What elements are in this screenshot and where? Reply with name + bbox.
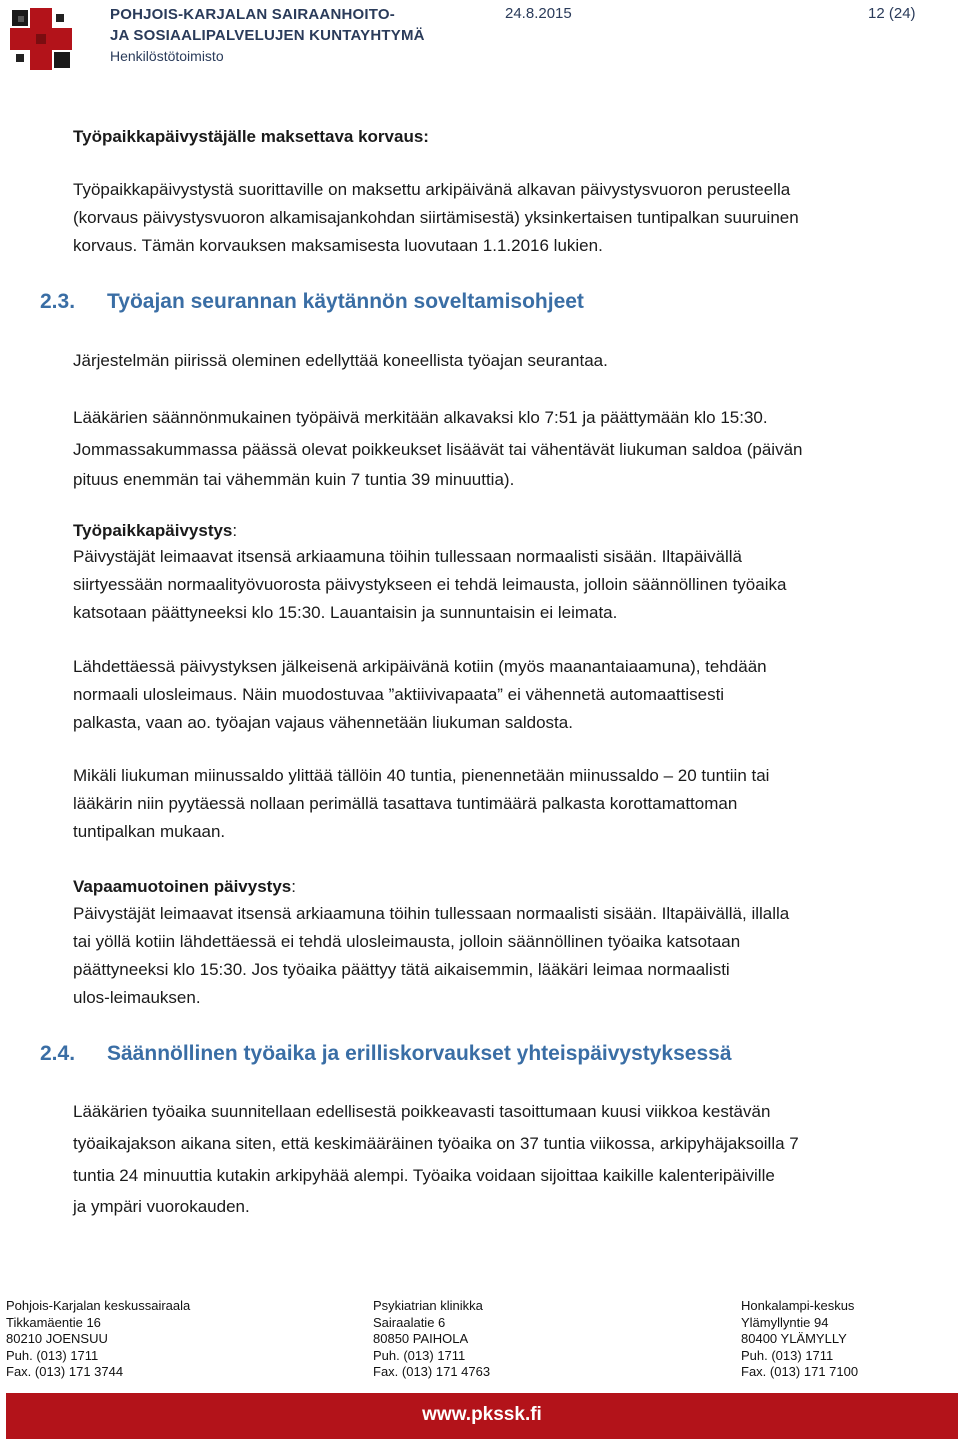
red-cross-logo-icon	[8, 6, 74, 72]
paragraph-line: tuntipalkan mukaan.	[73, 822, 226, 841]
website-link[interactable]: www.pkssk.fi	[422, 1404, 542, 1425]
paragraph-line: Lääkärien säännönmukainen työpäivä merkitään alkavaksi klo 7:51 ja päättymään klo 15:30.	[73, 408, 768, 427]
compensation-line: korvaus. Tämän korvauksen maksamisesta luovutaan 1.1.2016 lukien.	[73, 236, 603, 255]
footer-postal: 80400 YLÄMYLLY	[741, 1331, 847, 1347]
compensation-line: (korvaus päivystysvuoron alkamisajankohdan siirtämisestä) yksinkertaisen tuntipalkan suuruinen	[73, 208, 799, 227]
footer-org-name: Honkalampi-keskus	[741, 1298, 855, 1313]
subheading-colon: :	[291, 877, 296, 896]
footer-address-column	[373, 1298, 490, 1381]
paragraph-line: lääkärin niin pyytäessä nollaan perimällä tasattava tuntimäärä palkasta korottamattoman	[73, 794, 738, 813]
paragraph-line: ulos-leimauksen.	[73, 988, 201, 1007]
section-title: Säännöllinen työaika ja erilliskorvaukset yhteispäivystyksessä	[107, 1042, 732, 1065]
paragraph-line: Lääkärien työaika suunnitellaan edellisestä poikkeavasti tasoittumaan kuusi viikkoa kestävän	[73, 1102, 771, 1121]
paragraph-line: päättyneeksi klo 15:30. Jos työaika päättyy tätä aikaisemmin, lääkäri leimaa normaalisti	[73, 960, 730, 979]
footer-address-column	[741, 1298, 858, 1381]
subheading-free-oncall	[73, 873, 296, 901]
paragraph-line: normaali ulosleimaus. Näin muodostuvaa ”aktiivivapaata” ei vähennetä automaattisesti	[73, 685, 725, 704]
footer-fax: Fax. (013) 171 4763	[373, 1364, 491, 1380]
footer-postal: 80850 PAIHOLA	[373, 1331, 469, 1347]
paragraph-line: Mikäli liukuman miinussaldo ylittää tällöin 40 tuntia, pienennetään miinussaldo – 20 tuntiin tai	[73, 766, 770, 785]
footer-website-bar	[6, 1393, 958, 1439]
paragraph-line: katsotaan päättyneeksi klo 15:30. Lauantaisin ja sunnuntaisin ei leimata.	[73, 603, 618, 622]
section-heading-2-3	[40, 290, 584, 314]
footer-street: Tikkamäentie 16	[6, 1314, 101, 1330]
paragraph-line: ja ympäri vuorokauden.	[73, 1197, 250, 1216]
subheading-label: Vapaamuotoinen päivystys	[73, 877, 292, 896]
paragraph-line: Päivystäjät leimaavat itsensä arkiaamuna töihin tullessaan normaalisti sisään. Iltapäivällä, illalla	[73, 904, 790, 923]
paragraph-line: Päivystäjät leimaavat itsensä arkiaamuna töihin tullessaan normaalisti sisään. Iltapäivällä	[73, 547, 743, 566]
paragraph-line: tai yöllä kotiin lähdettäessä ei tehdä ulosleimausta, jolloin säännöllinen työaika katsotaan	[73, 932, 741, 951]
compensation-line: Työpaikkapäivystystä suorittaville on maksettu arkipäivänä alkavan päivystysvuoron perusteella	[73, 180, 791, 199]
footer-phone: Puh. (013) 1711	[373, 1347, 466, 1363]
paragraph-line: pituus enemmän tai vähemmän kuin 7 tuntia 39 minuuttia).	[73, 470, 515, 489]
footer-org-name: Psykiatrian klinikka	[373, 1298, 483, 1313]
section-heading-2-4	[40, 1042, 732, 1066]
paragraph-line: siirtyessään normaalityövuorosta päivystykseen ei tehdä leimausta, jolloin säännöllinen työaika	[73, 575, 787, 594]
paragraph-line: Lähdettäessä päivystyksen jälkeisenä arkipäivänä kotiin (myös maanantaiaamuna), tehdään	[73, 657, 767, 676]
subheading-colon: :	[232, 521, 238, 540]
org-name-line1: POHJOIS-KARJALAN SAIRAANHOITO-	[110, 6, 395, 23]
section-number: 2.4.	[40, 1042, 76, 1065]
paragraph-line: Järjestelmän piirissä oleminen edellyttää koneellista työajan seurantaa.	[73, 351, 608, 370]
footer-postal: 80210 JOENSUU	[6, 1331, 108, 1347]
section-title: Työajan seurannan käytännön soveltamisohjeet	[107, 290, 584, 313]
footer-fax: Fax. (013) 171 3744	[6, 1364, 124, 1380]
footer-phone: Puh. (013) 1711	[741, 1347, 834, 1363]
footer-street: Ylämyllyntie 94	[741, 1314, 829, 1330]
paragraph-line: Jommassakummassa päässä olevat poikkeukset lisäävät tai vähentävät liukuman saldoa (päivän	[73, 440, 803, 459]
footer-address-column	[6, 1298, 190, 1381]
subheading-label: Työpaikkapäivystys	[73, 521, 233, 540]
page-number: 12 (24)	[868, 5, 916, 22]
org-department: Henkilöstötoimisto	[110, 48, 224, 64]
paragraph-line: tuntia 24 minuuttia kutakin arkipyhää alempi. Työaika voidaan sijoittaa kaikille kalenteripäiville	[73, 1166, 775, 1185]
org-name-line2: JA SOSIAALIPALVELUJEN KUNTAYHTYMÄ	[110, 27, 425, 44]
subheading-workplace-oncall	[73, 517, 237, 545]
compensation-title: Työpaikkapäivystäjälle maksettava korvaus:	[73, 127, 429, 146]
footer-fax: Fax. (013) 171 7100	[741, 1364, 859, 1380]
paragraph-line: työaikajakson aikana siten, että keskimääräinen työaika on 37 tuntia viikossa, arkipyhäjaksoilla 7	[73, 1134, 799, 1153]
footer-street: Sairaalatie 6	[373, 1314, 446, 1330]
footer-phone: Puh. (013) 1711	[6, 1347, 99, 1363]
footer-org-name: Pohjois-Karjalan keskussairaala	[6, 1298, 191, 1313]
document-date: 24.8.2015	[505, 5, 572, 22]
paragraph-line: palkasta, vaan ao. työajan vajaus vähennetään liukuman saldosta.	[73, 713, 573, 732]
section-number: 2.3.	[40, 290, 76, 313]
